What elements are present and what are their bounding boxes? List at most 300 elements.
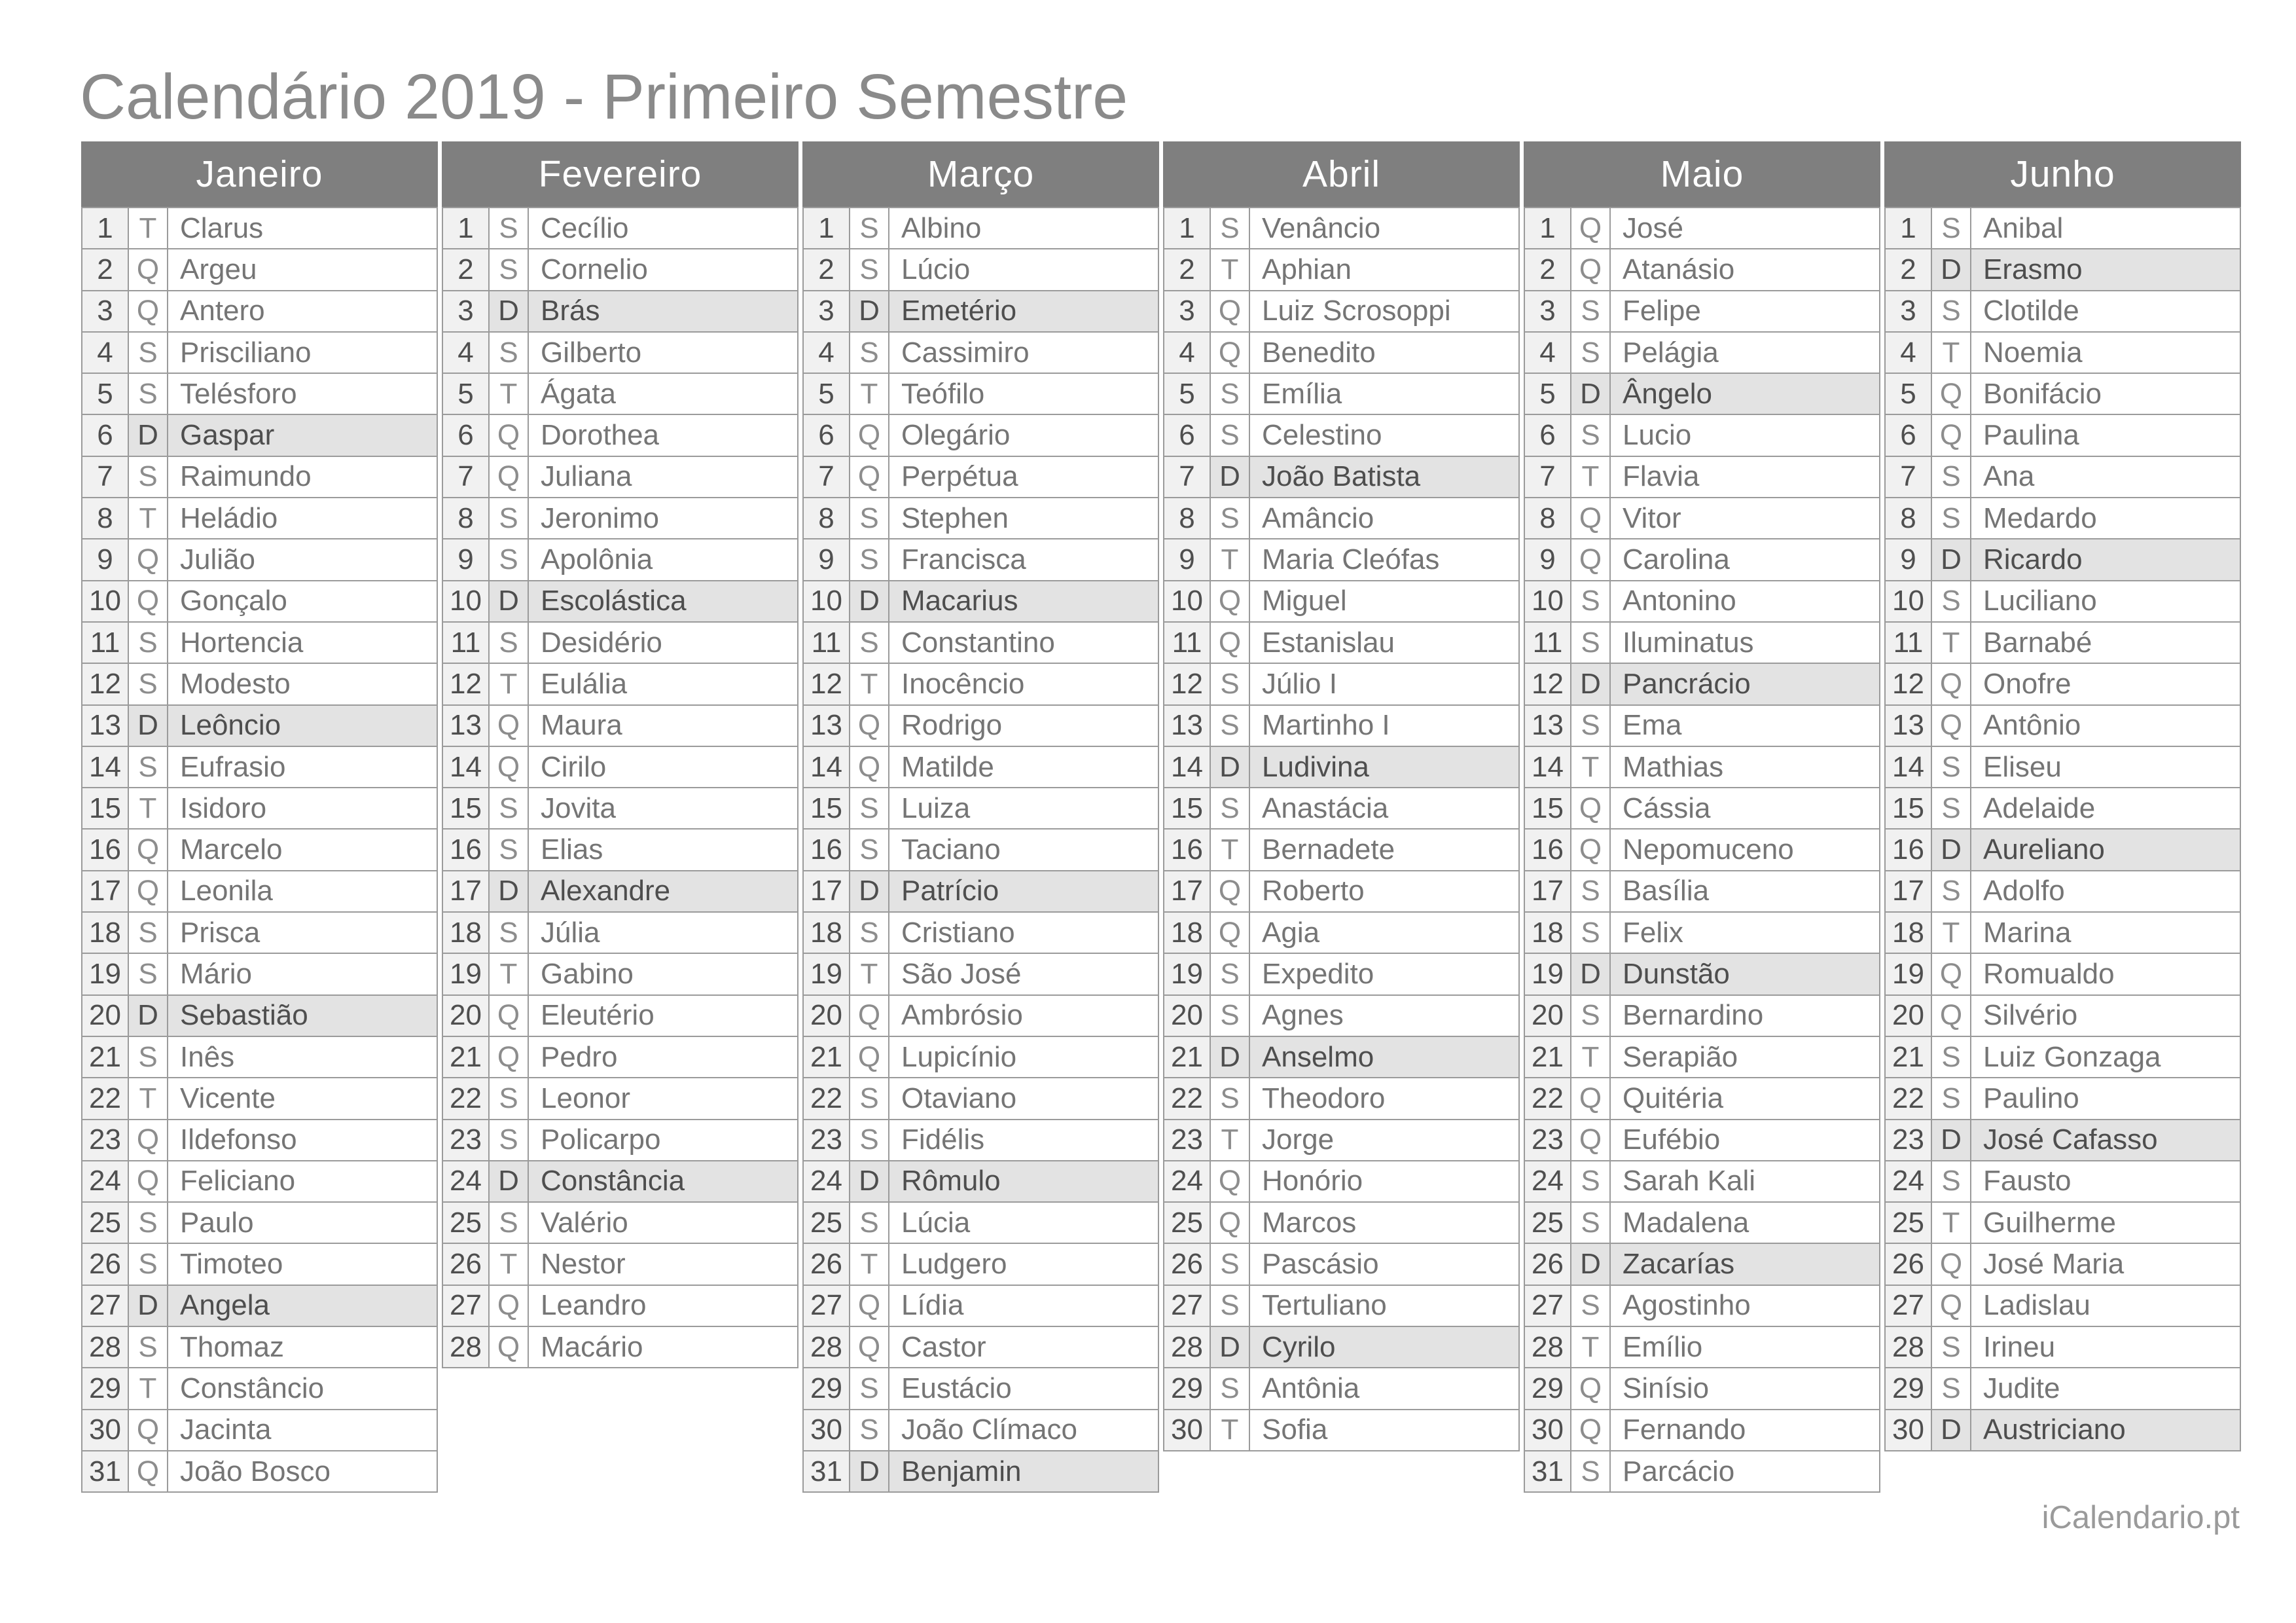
day-number: 7 xyxy=(1884,457,1932,497)
weekday-letter: S xyxy=(1571,581,1611,621)
day-number: 19 xyxy=(81,954,129,994)
day-number: 21 xyxy=(802,1037,850,1077)
day-row xyxy=(1524,1078,1880,1120)
day-row xyxy=(442,913,798,954)
saint-name: Noemia xyxy=(1971,333,2241,373)
weekday-letter: S xyxy=(850,1078,889,1118)
day-number: 8 xyxy=(81,498,129,538)
saint-name: Emetério xyxy=(889,291,1159,331)
day-number: 12 xyxy=(442,664,490,704)
weekday-letter: S xyxy=(490,623,529,663)
day-number: 23 xyxy=(442,1120,490,1160)
weekday-letter: T xyxy=(1211,539,1250,579)
weekday-letter: S xyxy=(490,498,529,538)
day-number: 18 xyxy=(81,913,129,953)
weekday-letter: D xyxy=(1571,954,1611,994)
saint-name: Stephen xyxy=(889,498,1159,538)
day-row xyxy=(802,1203,1159,1244)
saint-name: Júlia xyxy=(529,913,798,953)
day-number: 14 xyxy=(81,747,129,787)
saint-name: Agia xyxy=(1250,913,1520,953)
saint-name: Judite xyxy=(1971,1368,2241,1408)
day-row xyxy=(1884,1120,2241,1161)
day-row xyxy=(1163,706,1520,747)
saint-name: Cassimiro xyxy=(889,333,1159,373)
day-row xyxy=(81,1451,438,1493)
day-row xyxy=(1884,871,2241,913)
weekday-letter: Q xyxy=(1571,1368,1611,1408)
weekday-letter: Q xyxy=(490,996,529,1036)
weekday-letter: Q xyxy=(129,1161,168,1201)
weekday-letter: Q xyxy=(1932,1244,1971,1284)
day-row xyxy=(81,1244,438,1285)
saint-name: Desidério xyxy=(529,623,798,663)
weekday-letter: Q xyxy=(1571,539,1611,579)
weekday-letter: S xyxy=(129,1327,168,1367)
day-row xyxy=(1884,1410,2241,1451)
saint-name: Timoteo xyxy=(168,1244,438,1284)
day-number: 26 xyxy=(442,1244,490,1284)
weekday-letter: Q xyxy=(1932,664,1971,704)
day-row xyxy=(1524,457,1880,498)
weekday-letter: Q xyxy=(850,747,889,787)
weekday-letter: T xyxy=(1211,1120,1250,1160)
day-row xyxy=(1163,747,1520,788)
day-row xyxy=(442,830,798,871)
day-number: 28 xyxy=(81,1327,129,1367)
day-number: 22 xyxy=(1163,1078,1211,1118)
weekday-letter: T xyxy=(490,374,529,414)
day-number: 4 xyxy=(1884,333,1932,373)
saint-name: Antônia xyxy=(1250,1368,1520,1408)
weekday-letter: D xyxy=(1571,1244,1611,1284)
day-number: 14 xyxy=(1524,747,1571,787)
day-number: 19 xyxy=(1524,954,1571,994)
month-maio xyxy=(1524,141,1880,1493)
weekday-letter: S xyxy=(129,664,168,704)
weekday-letter: S xyxy=(1571,1203,1611,1243)
saint-name: Aureliano xyxy=(1971,830,2241,869)
saint-name: Honório xyxy=(1250,1161,1520,1201)
day-number: 3 xyxy=(442,291,490,331)
day-row xyxy=(442,539,798,581)
day-row xyxy=(1884,954,2241,995)
day-row xyxy=(81,1161,438,1203)
saint-name: Feliciano xyxy=(168,1161,438,1201)
weekday-letter: Q xyxy=(1571,830,1611,869)
weekday-letter: S xyxy=(850,1368,889,1408)
saint-name: Martinho I xyxy=(1250,706,1520,746)
saint-name: Dorothea xyxy=(529,415,798,455)
saint-name: Ema xyxy=(1611,706,1880,746)
day-row xyxy=(442,1203,798,1244)
month-days xyxy=(802,207,1159,1493)
weekday-letter: D xyxy=(1932,830,1971,869)
day-number: 17 xyxy=(442,871,490,911)
saint-name: Albino xyxy=(889,208,1159,248)
day-number: 5 xyxy=(802,374,850,414)
day-number: 26 xyxy=(1884,1244,1932,1284)
day-number: 24 xyxy=(81,1161,129,1201)
weekday-letter: T xyxy=(850,1244,889,1284)
day-row xyxy=(1524,498,1880,539)
weekday-letter: S xyxy=(850,498,889,538)
weekday-letter: Q xyxy=(1211,333,1250,373)
weekday-letter: S xyxy=(850,333,889,373)
day-number: 3 xyxy=(1163,291,1211,331)
weekday-letter: S xyxy=(129,1037,168,1077)
saint-name: Escolástica xyxy=(529,581,798,621)
weekday-letter: T xyxy=(490,1244,529,1284)
weekday-letter: D xyxy=(129,1286,168,1326)
day-row xyxy=(1884,996,2241,1037)
day-row xyxy=(81,623,438,664)
day-row xyxy=(1524,1244,1880,1285)
saint-name: Quitéria xyxy=(1611,1078,1880,1118)
weekday-letter: S xyxy=(490,1120,529,1160)
saint-name: Antero xyxy=(168,291,438,331)
weekday-letter: S xyxy=(1932,1327,1971,1367)
weekday-letter: T xyxy=(1571,747,1611,787)
day-row xyxy=(1884,1327,2241,1368)
day-number: 17 xyxy=(81,871,129,911)
weekday-letter: Q xyxy=(1571,208,1611,248)
saint-name: Nepomuceno xyxy=(1611,830,1880,869)
saint-name: Anastácia xyxy=(1250,788,1520,828)
day-number: 19 xyxy=(802,954,850,994)
weekday-letter: S xyxy=(850,1203,889,1243)
day-number: 31 xyxy=(81,1451,129,1491)
weekday-letter: T xyxy=(1211,830,1250,869)
saint-name: Fausto xyxy=(1971,1161,2241,1201)
day-number: 11 xyxy=(1163,623,1211,663)
month-header: Maio xyxy=(1524,141,1880,207)
day-number: 25 xyxy=(81,1203,129,1243)
day-number: 9 xyxy=(81,539,129,579)
day-row xyxy=(1884,457,2241,498)
day-number: 11 xyxy=(81,623,129,663)
day-row xyxy=(1884,1368,2241,1410)
saint-name: Taciano xyxy=(889,830,1159,869)
day-row xyxy=(442,249,798,291)
saint-name: Felipe xyxy=(1611,291,1880,331)
day-row xyxy=(81,664,438,705)
saint-name: Miguel xyxy=(1250,581,1520,621)
saint-name: Maria Cleófas xyxy=(1250,539,1520,579)
saint-name: Anibal xyxy=(1971,208,2241,248)
day-number: 9 xyxy=(1884,539,1932,579)
day-row xyxy=(1524,623,1880,664)
weekday-letter: D xyxy=(850,1451,889,1491)
weekday-letter: S xyxy=(129,747,168,787)
day-number: 14 xyxy=(442,747,490,787)
saint-name: Jacinta xyxy=(168,1410,438,1450)
day-row xyxy=(802,581,1159,623)
saint-name: Luiz Scrosoppi xyxy=(1250,291,1520,331)
day-number: 2 xyxy=(1163,249,1211,289)
saint-name: Ambrósio xyxy=(889,996,1159,1036)
day-number: 13 xyxy=(802,706,850,746)
weekday-letter: S xyxy=(1211,1286,1250,1326)
day-row xyxy=(1163,539,1520,581)
weekday-letter: T xyxy=(490,954,529,994)
day-row xyxy=(1884,913,2241,954)
day-number: 8 xyxy=(1524,498,1571,538)
day-row xyxy=(1524,1410,1880,1451)
day-number: 14 xyxy=(1884,747,1932,787)
day-number: 27 xyxy=(802,1286,850,1326)
day-number: 12 xyxy=(81,664,129,704)
saint-name: Paulo xyxy=(168,1203,438,1243)
saint-name: Eleutério xyxy=(529,996,798,1036)
weekday-letter: Q xyxy=(850,706,889,746)
day-number: 21 xyxy=(442,1037,490,1077)
day-row xyxy=(1524,539,1880,581)
day-number: 6 xyxy=(81,415,129,455)
weekday-letter: T xyxy=(129,1368,168,1408)
day-number: 6 xyxy=(802,415,850,455)
saint-name: Sebastião xyxy=(168,996,438,1036)
day-row xyxy=(1163,1161,1520,1203)
saint-name: Leonor xyxy=(529,1078,798,1118)
day-row xyxy=(802,291,1159,333)
day-number: 27 xyxy=(1884,1286,1932,1326)
saint-name: Jorge xyxy=(1250,1120,1520,1160)
weekday-letter: S xyxy=(1571,623,1611,663)
saint-name: Erasmo xyxy=(1971,249,2241,289)
saint-name: Pancrácio xyxy=(1611,664,1880,704)
day-row xyxy=(1163,1078,1520,1120)
day-number: 9 xyxy=(1524,539,1571,579)
day-number: 28 xyxy=(1524,1327,1571,1367)
weekday-letter: Q xyxy=(1211,581,1250,621)
day-row xyxy=(442,1120,798,1161)
day-number: 23 xyxy=(1163,1120,1211,1160)
weekday-letter: Q xyxy=(1571,498,1611,538)
day-row xyxy=(1524,830,1880,871)
day-row xyxy=(81,1037,438,1078)
day-number: 1 xyxy=(442,208,490,248)
weekday-letter: Q xyxy=(129,830,168,869)
day-row xyxy=(1884,1161,2241,1203)
weekday-letter: S xyxy=(850,208,889,248)
saint-name: Leôncio xyxy=(168,706,438,746)
saint-name: Heládio xyxy=(168,498,438,538)
day-row xyxy=(1884,581,2241,623)
day-row xyxy=(1884,333,2241,374)
day-row xyxy=(802,1327,1159,1368)
saint-name: Carolina xyxy=(1611,539,1880,579)
day-number: 5 xyxy=(1884,374,1932,414)
day-number: 29 xyxy=(1163,1368,1211,1408)
day-row xyxy=(802,1286,1159,1327)
weekday-letter: T xyxy=(850,954,889,994)
day-number: 25 xyxy=(802,1203,850,1243)
saint-name: Leonila xyxy=(168,871,438,911)
day-row xyxy=(802,1451,1159,1493)
day-row xyxy=(81,706,438,747)
weekday-letter: S xyxy=(1211,996,1250,1036)
saint-name: Aphian xyxy=(1250,249,1520,289)
weekday-letter: Q xyxy=(129,1451,168,1491)
weekday-letter: S xyxy=(1571,706,1611,746)
saint-name: Gonçalo xyxy=(168,581,438,621)
weekday-letter: S xyxy=(1211,788,1250,828)
weekday-letter: D xyxy=(1932,1410,1971,1450)
page-title: Calendário 2019 - Primeiro Semestre xyxy=(80,61,1128,132)
weekday-letter: S xyxy=(1932,498,1971,538)
day-row xyxy=(442,1078,798,1120)
day-row xyxy=(1163,830,1520,871)
saint-name: Basília xyxy=(1611,871,1880,911)
weekday-letter: S xyxy=(129,457,168,497)
day-number: 29 xyxy=(81,1368,129,1408)
weekday-letter: T xyxy=(129,788,168,828)
day-row xyxy=(81,913,438,954)
saint-name: Constantino xyxy=(889,623,1159,663)
day-row xyxy=(1163,333,1520,374)
day-row xyxy=(1163,1203,1520,1244)
weekday-letter: Q xyxy=(490,706,529,746)
saint-name: Barnabé xyxy=(1971,623,2241,663)
month-days xyxy=(442,207,798,1368)
weekday-letter: Q xyxy=(1211,291,1250,331)
day-row xyxy=(442,871,798,913)
day-number: 1 xyxy=(1524,208,1571,248)
day-number: 21 xyxy=(1524,1037,1571,1077)
day-row xyxy=(1884,1078,2241,1120)
saint-name: Celestino xyxy=(1250,415,1520,455)
day-row xyxy=(442,333,798,374)
saint-name: Otaviano xyxy=(889,1078,1159,1118)
saint-name: Marcos xyxy=(1250,1203,1520,1243)
day-row xyxy=(442,374,798,415)
weekday-letter: S xyxy=(1211,374,1250,414)
month-fevereiro xyxy=(442,141,798,1368)
weekday-letter: Q xyxy=(129,539,168,579)
saint-name: Prisca xyxy=(168,913,438,953)
day-number: 10 xyxy=(81,581,129,621)
weekday-letter: D xyxy=(850,1161,889,1201)
day-row xyxy=(802,706,1159,747)
weekday-letter: Q xyxy=(490,415,529,455)
day-row xyxy=(81,208,438,249)
day-row xyxy=(1163,457,1520,498)
day-number: 23 xyxy=(1524,1120,1571,1160)
day-number: 19 xyxy=(1163,954,1211,994)
calendar-grid xyxy=(81,141,2241,1493)
saint-name: Agnes xyxy=(1250,996,1520,1036)
day-number: 7 xyxy=(81,457,129,497)
day-number: 12 xyxy=(802,664,850,704)
weekday-letter: S xyxy=(850,913,889,953)
day-row xyxy=(1163,1327,1520,1368)
weekday-letter: S xyxy=(1571,1161,1611,1201)
day-number: 3 xyxy=(1884,291,1932,331)
saint-name: Flavia xyxy=(1611,457,1880,497)
saint-name: Emília xyxy=(1250,374,1520,414)
saint-name: Cornelio xyxy=(529,249,798,289)
saint-name: Argeu xyxy=(168,249,438,289)
day-row xyxy=(802,249,1159,291)
weekday-letter: S xyxy=(1571,291,1611,331)
day-row xyxy=(1163,1368,1520,1410)
weekday-letter: Q xyxy=(129,581,168,621)
weekday-letter: Q xyxy=(490,1037,529,1077)
day-row xyxy=(81,498,438,539)
weekday-letter: S xyxy=(129,374,168,414)
day-number: 15 xyxy=(1884,788,1932,828)
day-number: 26 xyxy=(81,1244,129,1284)
weekday-letter: Q xyxy=(1571,1078,1611,1118)
day-number: 8 xyxy=(442,498,490,538)
month-header: Fevereiro xyxy=(442,141,798,207)
weekday-letter: S xyxy=(1571,1451,1611,1491)
day-row xyxy=(81,788,438,830)
weekday-letter: S xyxy=(490,333,529,373)
day-number: 9 xyxy=(442,539,490,579)
saint-name: Theodoro xyxy=(1250,1078,1520,1118)
month-header: Março xyxy=(802,141,1159,207)
saint-name: Cecílio xyxy=(529,208,798,248)
weekday-letter: Q xyxy=(1211,913,1250,953)
saint-name: Parcácio xyxy=(1611,1451,1880,1491)
day-row xyxy=(81,249,438,291)
day-number: 30 xyxy=(802,1410,850,1450)
saint-name: Austriciano xyxy=(1971,1410,2241,1450)
saint-name: Telésforo xyxy=(168,374,438,414)
day-number: 6 xyxy=(1163,415,1211,455)
day-number: 8 xyxy=(1884,498,1932,538)
day-number: 21 xyxy=(1163,1037,1211,1077)
day-row xyxy=(1524,1368,1880,1410)
day-number: 21 xyxy=(1884,1037,1932,1077)
saint-name: Julião xyxy=(168,539,438,579)
day-number: 20 xyxy=(1884,996,1932,1036)
weekday-letter: D xyxy=(1211,1327,1250,1367)
saint-name: Luiza xyxy=(889,788,1159,828)
day-row xyxy=(1884,623,2241,664)
day-row xyxy=(1163,249,1520,291)
day-row xyxy=(81,996,438,1037)
saint-name: Jovita xyxy=(529,788,798,828)
day-row xyxy=(1524,664,1880,705)
saint-name: João Clímaco xyxy=(889,1410,1159,1450)
site-logo: iCalendario.pt xyxy=(2041,1500,2240,1535)
saint-name: Tertuliano xyxy=(1250,1286,1520,1326)
day-number: 21 xyxy=(81,1037,129,1077)
day-number: 15 xyxy=(81,788,129,828)
day-row xyxy=(802,457,1159,498)
day-row xyxy=(442,706,798,747)
weekday-letter: S xyxy=(1932,1078,1971,1118)
day-row xyxy=(1524,1327,1880,1368)
day-row xyxy=(442,954,798,995)
saint-name: Ágata xyxy=(529,374,798,414)
weekday-letter: Q xyxy=(1571,1410,1611,1450)
weekday-letter: Q xyxy=(1571,788,1611,828)
saint-name: Ana xyxy=(1971,457,2241,497)
day-number: 22 xyxy=(802,1078,850,1118)
saint-name: Fidélis xyxy=(889,1120,1159,1160)
day-number: 24 xyxy=(442,1161,490,1201)
weekday-letter: S xyxy=(490,1203,529,1243)
saint-name: Eufrasio xyxy=(168,747,438,787)
saint-name: João Bosco xyxy=(168,1451,438,1491)
month-days xyxy=(1163,207,1520,1451)
saint-name: Atanásio xyxy=(1611,249,1880,289)
day-number: 3 xyxy=(81,291,129,331)
